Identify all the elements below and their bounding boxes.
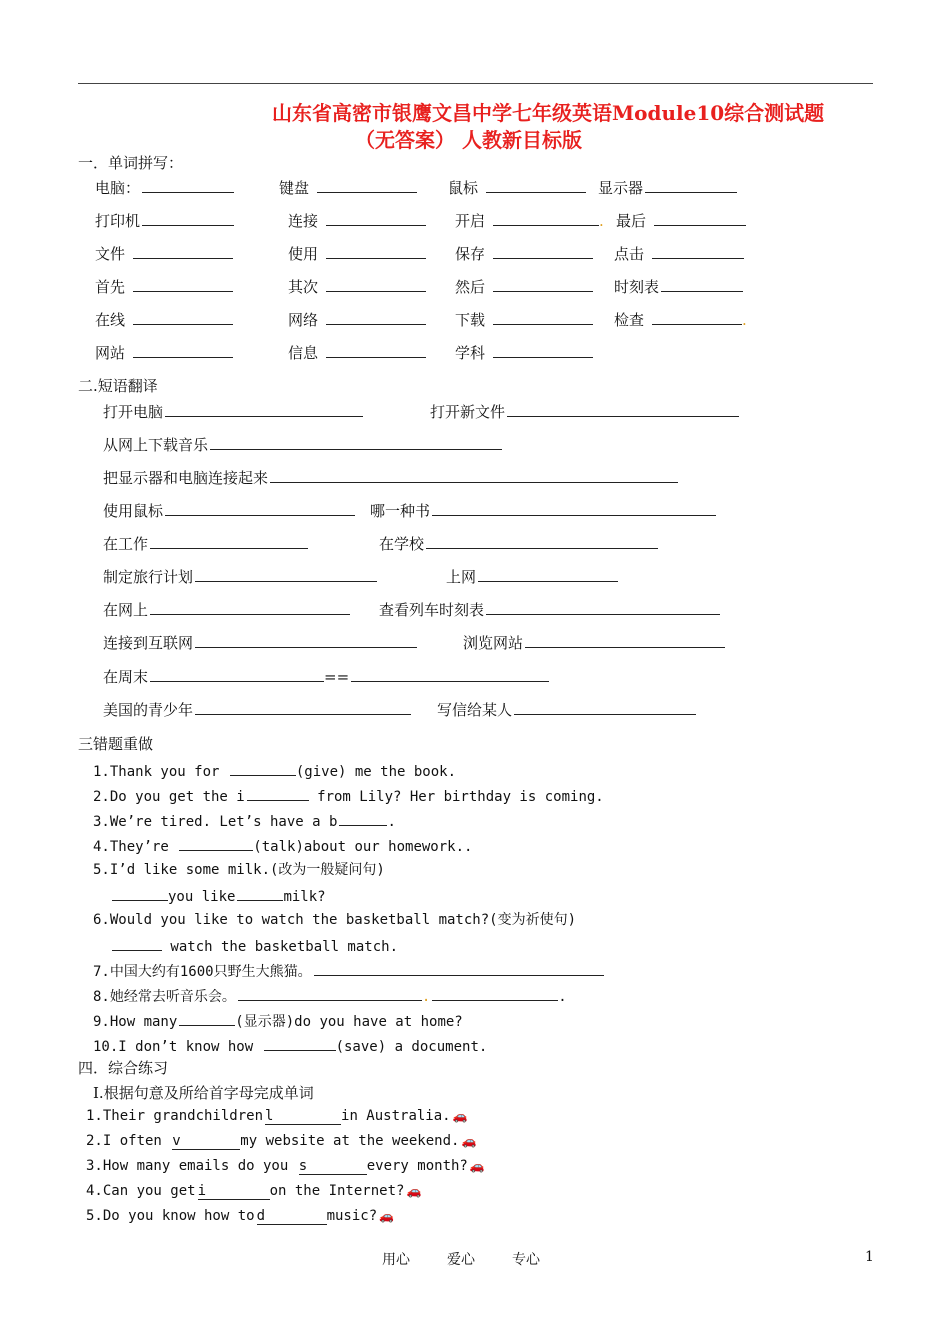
redo-item: 5.I’d like some milk.(改为一般疑问句) [93,862,385,878]
car-icon: 🚗 [469,1159,485,1173]
footer-text-2: 爱心 [447,1252,475,1268]
car-icon: 🚗 [461,1134,477,1148]
top-rule [78,83,873,84]
vocab-item: 电脑： [95,176,234,198]
vocab-item: 显示器 [598,176,737,198]
vocab-item: 网站 [95,341,233,363]
redo-item: 9.How many (显示器)do you have at home? [93,1009,463,1031]
phrase-item: 写信给某人 [437,698,696,720]
vocab-item: 键盘 [279,176,417,198]
phrase-item: 在工作 [103,532,308,554]
phrase-item: 制定旅行计划 [103,565,377,587]
phrase-item: 查看列车时刻表 [379,598,720,620]
vocab-item: 下载 [455,308,593,330]
redo-item: 6.Would you like to watch the basketball match?(变为祈使句) [93,912,577,928]
car-icon: 🚗 [406,1184,422,1198]
redo-item: you like milk? [110,884,326,905]
redo-item: 10.I don’t know how (save) a document. [93,1034,487,1055]
vocab-item: 首先 [95,275,233,297]
footer-text-3: 专心 [512,1252,540,1268]
vocab-item: 检查 . [614,308,747,330]
phrase-item: 从网上下载音乐 [103,433,502,455]
section-1-heading: 一．单词拼写： [78,154,184,172]
document-title-line-2: （无答案） 人教新目标版 [355,128,582,152]
footer-text-1: 用心 [382,1252,410,1268]
vocab-item: 鼠标 [448,176,586,198]
redo-item: 7.中国大约有1600只野生大熊猫。 [93,959,604,981]
redo-item: 1.Thank you for (give) me the book. [93,759,456,780]
redo-item: 3.We’re tired. Let’s have a b . [93,809,396,830]
phrase-item: 在周末 == [103,665,549,687]
vocab-item: 连接 [288,209,426,231]
phrase-item: 美国的青少年 [103,698,411,720]
vocab-item: 其次 [288,275,426,297]
section-2-heading: 二.短语翻译 [78,377,158,395]
redo-item: 2.Do you get the i from Lily? Her birthday is coming. [93,784,604,805]
fill-item: 1.Their grandchildren l in Australia. 🚗 [86,1108,468,1124]
car-icon: 🚗 [452,1109,468,1123]
redo-item: 8.她经常去听音乐会。 . . [93,984,567,1006]
vocab-item: 使用 [288,242,426,264]
document-title-line-1: 山东省高密市银鹰文昌中学七年级英语Module10综合测试题 [272,101,825,125]
vocab-item: 打印机 [95,209,234,231]
fill-item: 5.Do you know how to d music? 🚗 [86,1208,395,1224]
car-icon: 🚗 [379,1209,395,1223]
vocab-item: 学科 [455,341,593,363]
phrase-item: 上网 [446,565,618,587]
phrase-item: 在学校 [379,532,658,554]
vocab-item: 然后 [455,275,593,297]
phrase-item: 打开新文件 [430,400,739,422]
vocab-item: 信息 [288,341,426,363]
phrase-item: 在网上 [103,598,350,620]
fill-item: 4.Can you get i on the Internet? 🚗 [86,1183,422,1199]
vocab-item: 保存 [455,242,593,264]
redo-item: watch the basketball match. [110,934,398,955]
vocab-item: 网络 [288,308,426,330]
phrase-item: 连接到互联网 [103,631,417,653]
page-number: 1 [865,1249,874,1265]
phrase-item: 把显示器和电脑连接起来 [103,466,678,488]
fill-item: 3.How many emails do you s every month? 🚗 [86,1158,485,1174]
vocab-item: 最后 [616,209,746,231]
redo-item: 4.They’re (talk)about our homework.. [93,834,472,855]
vocab-item: 点击 [614,242,744,264]
section-4-subheading: Ⅰ.根据句意及所给首字母完成单词 [93,1084,314,1102]
phrase-item: 哪一种书 [370,499,716,521]
vocab-item: 时刻表 [614,275,743,297]
section-4-heading: 四．综合练习 [78,1059,169,1077]
phrase-item: 浏览网站 [463,631,725,653]
phrase-item: 打开电脑 [103,400,363,422]
phrase-item: 使用鼠标 [103,499,355,521]
vocab-item: 在线 [95,308,233,330]
fill-item: 2.I often v my website at the weekend. 🚗 [86,1133,477,1149]
vocab-item: 开启 . [455,209,604,231]
section-3-heading: 三错题重做 [78,735,154,753]
vocab-item: 文件 [95,242,233,264]
